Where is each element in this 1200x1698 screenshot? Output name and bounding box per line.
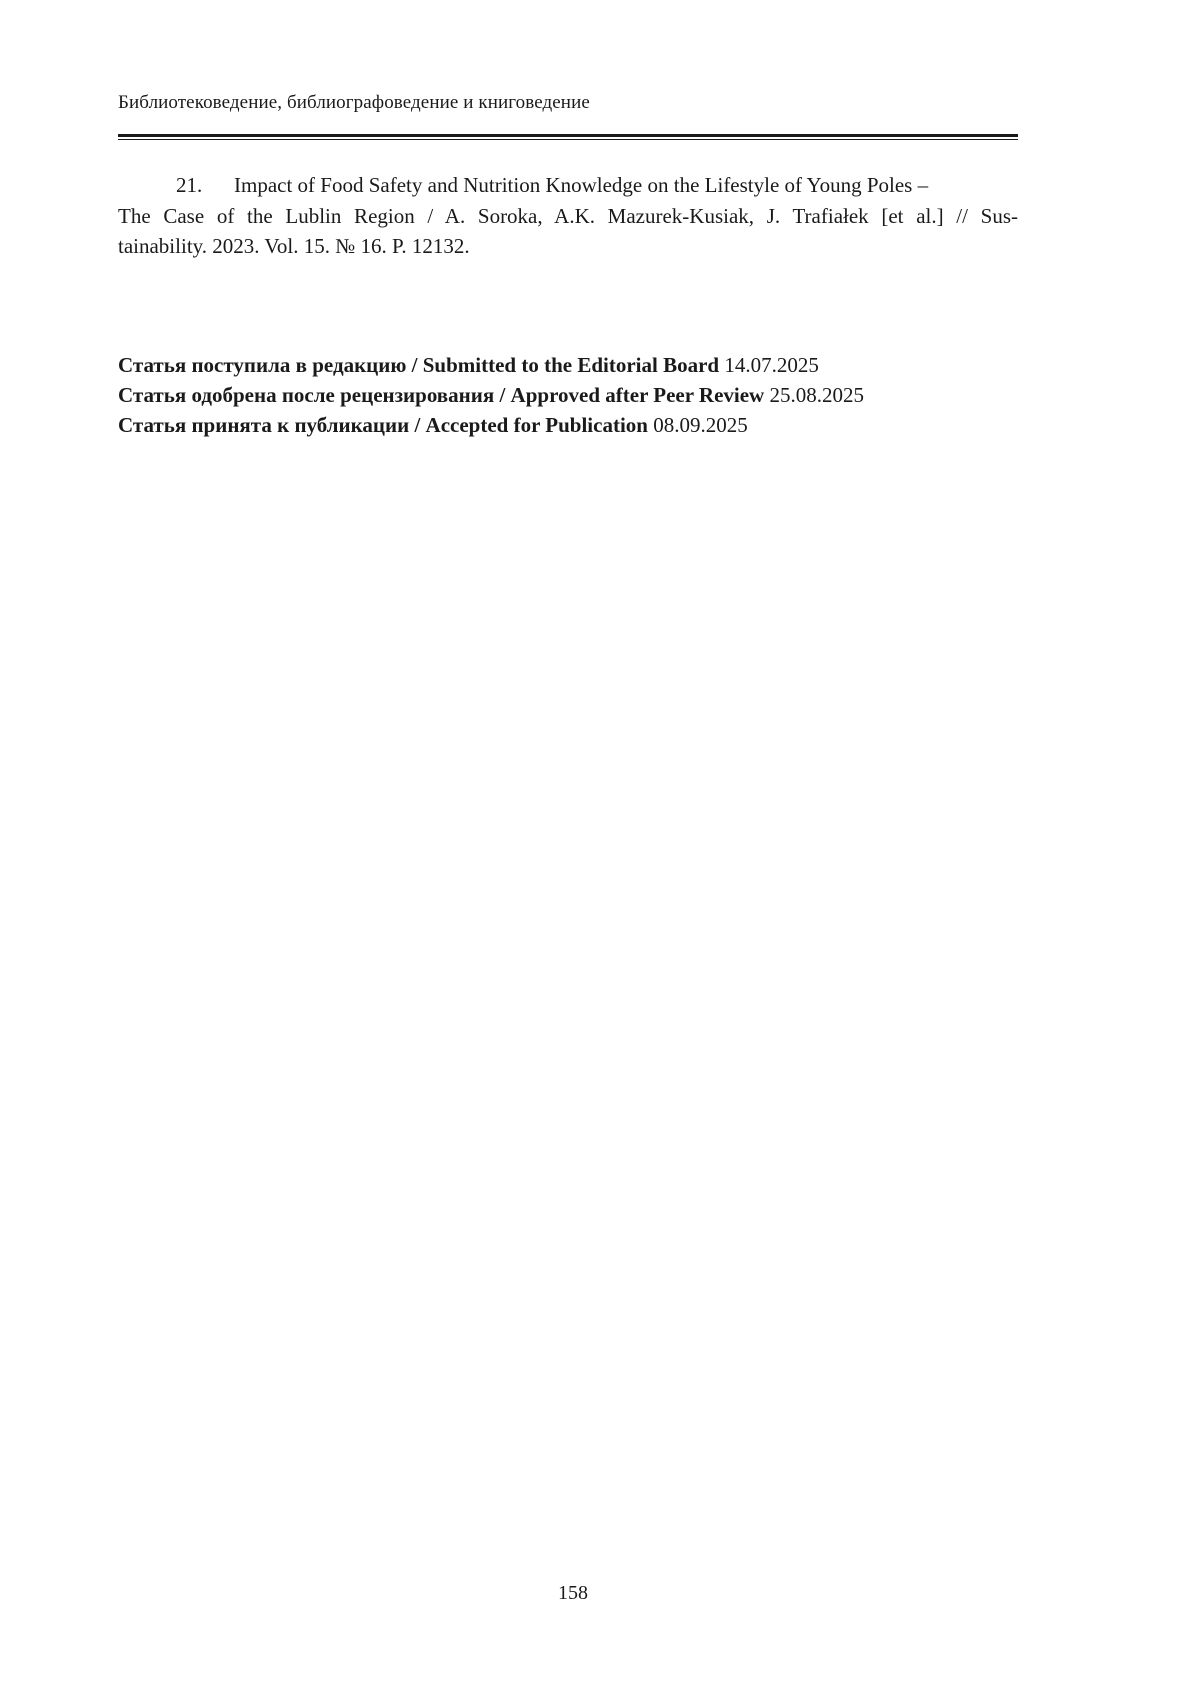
history-submitted bbox=[118, 350, 864, 380]
reference-line-2: The Case of the Lublin Region / A. Soroka, A.K. Mazurek-Kusiak, J. Trafiałek [et al.] // Sus- bbox=[118, 203, 1018, 228]
history-submitted-label: Статья поступила в редакцию / Submitted to the Editorial Board bbox=[118, 353, 720, 377]
history-accepted-label: Статья принята к публикации / Accepted for Publication bbox=[118, 413, 648, 437]
running-header: Библиотековедение, библиографоведение и книговедение bbox=[118, 92, 590, 113]
article-history bbox=[118, 350, 864, 440]
reference-text-1: Impact of Food Safety and Nutrition Knowledge on the Lifestyle of Young Poles – bbox=[234, 173, 929, 197]
history-approved-date: 25.08.2025 bbox=[769, 383, 864, 407]
reference-line-3: tainability. 2023. Vol. 15. № 16. P. 12132. bbox=[118, 234, 470, 258]
header-rule-thin bbox=[118, 139, 1018, 140]
reference-number: 21. bbox=[176, 173, 203, 197]
reference-line-1 bbox=[118, 170, 1018, 201]
history-submitted-date: 14.07.2025 bbox=[724, 353, 819, 377]
history-approved-label: Статья одобрена после рецензирования / Approved after Peer Review bbox=[118, 383, 765, 407]
reference-entry bbox=[118, 170, 1018, 262]
history-accepted-date: 08.09.2025 bbox=[653, 413, 748, 437]
page-number: 158 bbox=[558, 1582, 588, 1604]
history-accepted bbox=[118, 410, 864, 440]
header-rule-thick bbox=[118, 134, 1018, 137]
history-approved bbox=[118, 380, 864, 410]
